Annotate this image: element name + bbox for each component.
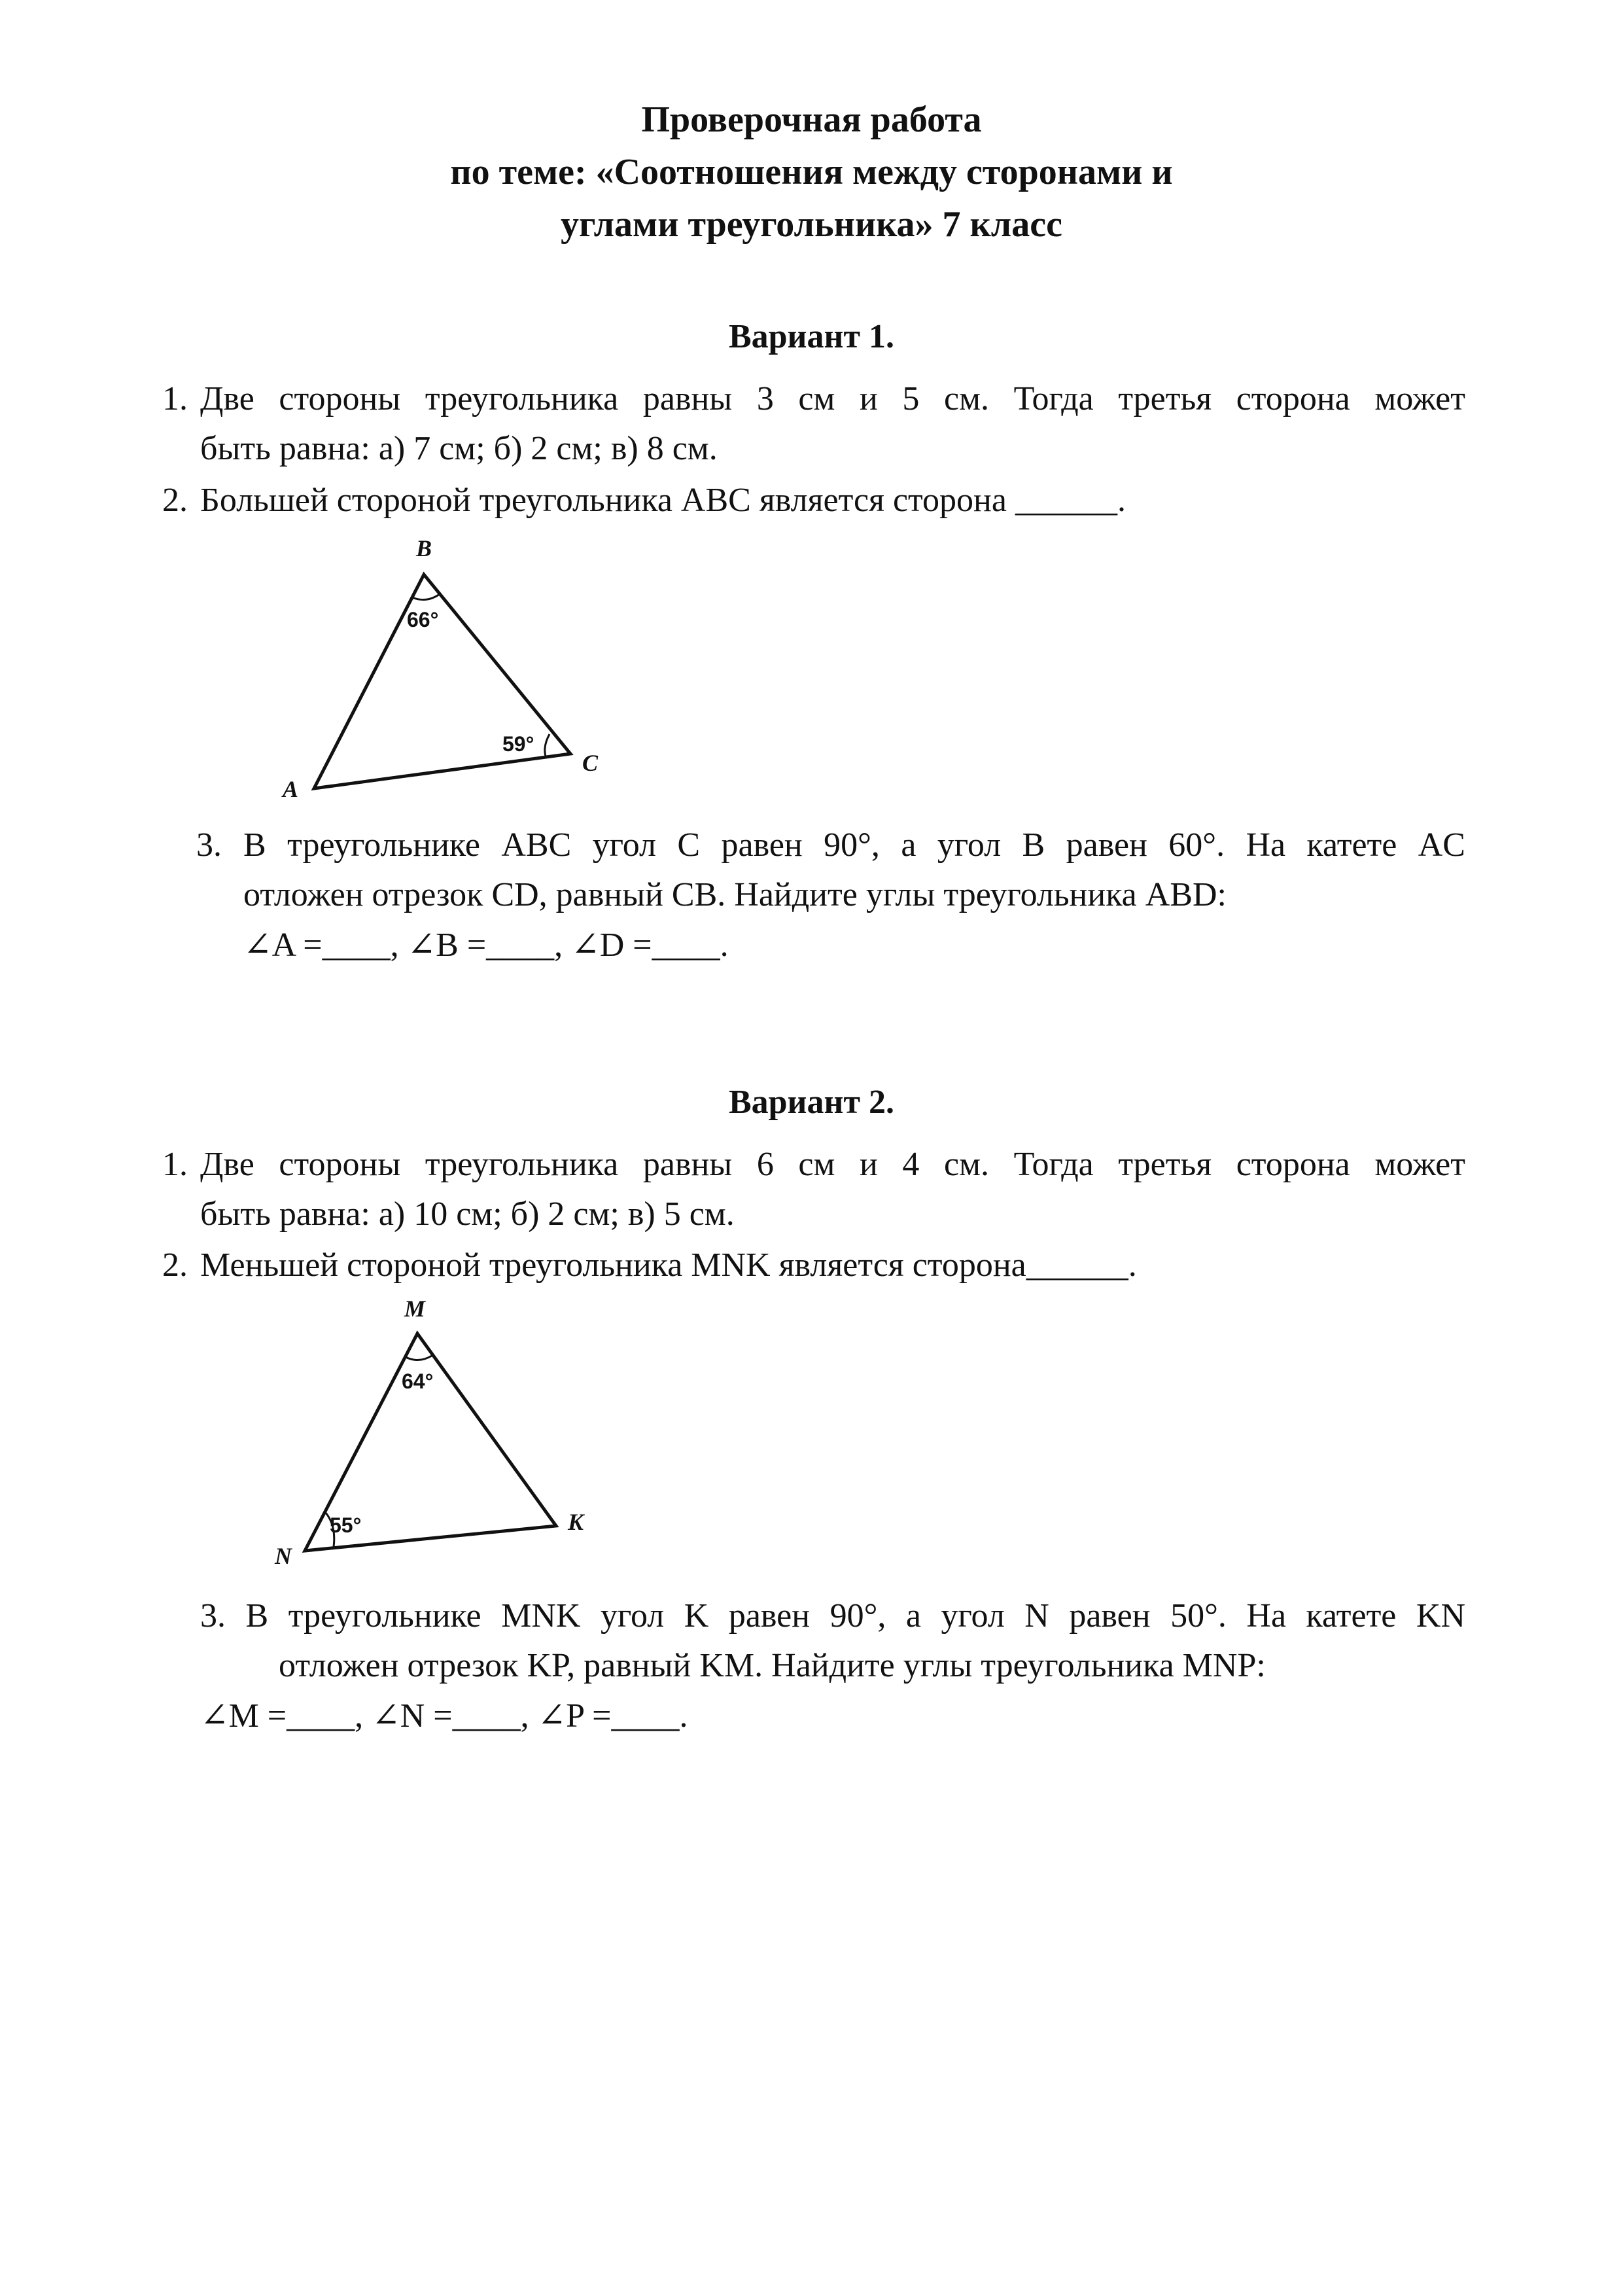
angle-label-m: 64° (402, 1369, 434, 1393)
title-line-1: Проверочная работа (641, 99, 982, 140)
variant-2-heading: Вариант 2. (728, 1084, 895, 1121)
vertex-label-b: B (416, 535, 432, 561)
angle-label-n: 55° (330, 1513, 362, 1537)
triangle-mnk-figure (262, 1296, 602, 1570)
angle-arc-b (412, 594, 440, 600)
task-text: быть равна: а) 7 см; б) 2 см; в) 8 см. (200, 430, 718, 467)
task-number: 2. (162, 482, 188, 519)
title-line-2: по теме: «Соотношения между сторонами и (450, 152, 1173, 192)
task-text: Меньшей стороной треугольника MNK является сторона______. (200, 1246, 1137, 1284)
vertex-label-n: N (275, 1543, 292, 1569)
triangle-abc (314, 574, 570, 788)
task-number: 1. (162, 380, 188, 417)
angle-label-c: 59° (502, 732, 534, 756)
task-text: Две стороны треугольника равны 3 см и 5 см. Тогда третья сторона может (200, 380, 1465, 417)
answer-blanks: ∠A =____, ∠B =____, ∠D =____. (243, 927, 729, 964)
task-text: быть равна: а) 10 см; б) 2 см; в) 5 см. (200, 1195, 735, 1233)
task-text: Большей стороной треугольника ABC является сторона ______. (200, 482, 1126, 519)
angle-arc-c (545, 734, 550, 756)
task-text: В треугольнике ABC угол C равен 90°, а угол B равен 60°. На катете AC (243, 826, 1465, 864)
triangle-abc-figure (275, 530, 615, 805)
answer-blanks: ∠M =____, ∠N =____, ∠P =____. (200, 1697, 688, 1735)
title-line-3: углами треугольника» 7 класс (561, 204, 1062, 245)
vertex-label-k: K (568, 1509, 584, 1535)
variant-1-heading: Вариант 1. (728, 318, 895, 355)
vertex-label-m: M (404, 1296, 426, 1322)
task-text: 3. В треугольнике MNK угол K равен 90°, а угол N равен 50°. На катете KN (200, 1597, 1465, 1634)
task-number: 3. (196, 826, 222, 864)
task-number: 1. (162, 1146, 188, 1183)
task-text: отложен отрезок KP, равный KM. Найдите углы треугольника MNP: (279, 1647, 1266, 1684)
vertex-label-c: C (582, 750, 599, 776)
angle-label-b: 66° (407, 608, 439, 631)
task-number: 2. (162, 1246, 188, 1284)
vertex-label-a: A (283, 776, 299, 802)
task-text: отложен отрезок CD, равный CB. Найдите углы треугольника ABD: (243, 876, 1227, 913)
task-text: Две стороны треугольника равны 6 см и 4 см. Тогда третья сторона может (200, 1146, 1465, 1183)
angle-arc-m (406, 1356, 432, 1360)
